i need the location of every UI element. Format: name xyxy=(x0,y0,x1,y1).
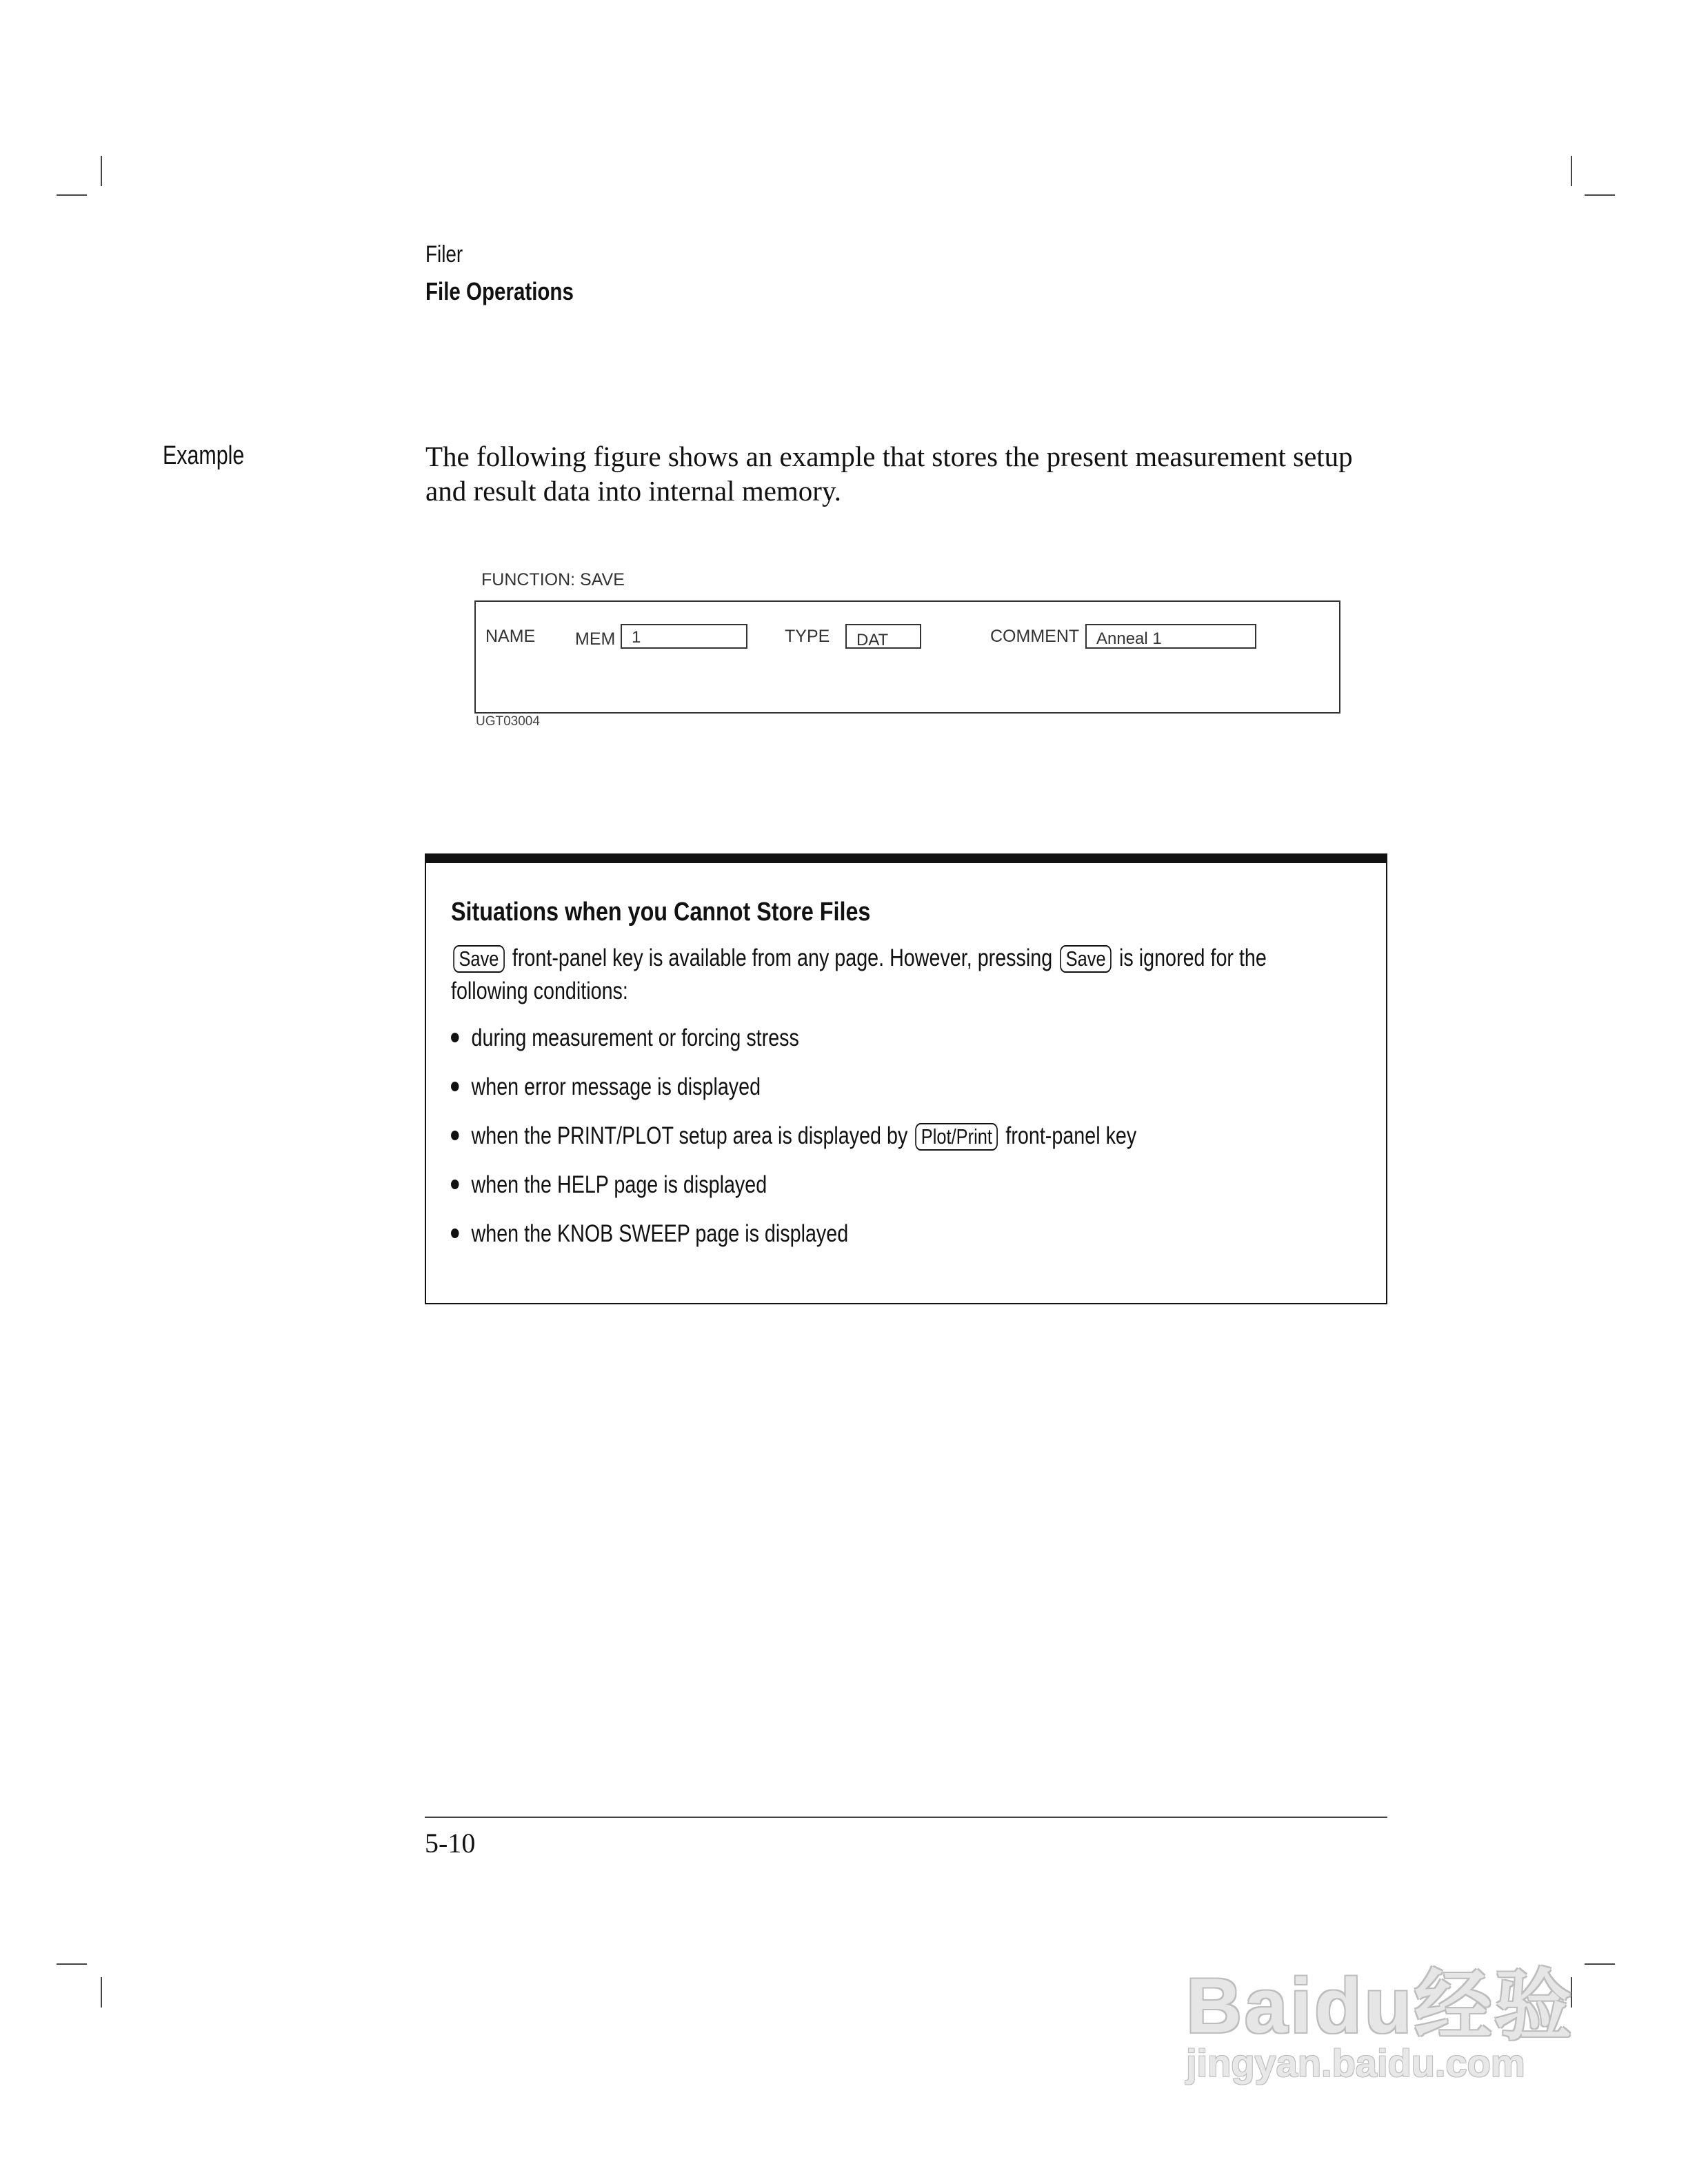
save-setup-figure xyxy=(474,600,1340,714)
baidu-watermark-url: jingyan.baidu.com xyxy=(1186,2041,1525,2085)
baidu-watermark-logo: Baidu经验 xyxy=(1186,1963,1575,2049)
bullet-icon xyxy=(451,1033,459,1042)
crop-mark xyxy=(1585,194,1615,196)
bullet-icon xyxy=(451,1180,459,1189)
conditions-list xyxy=(451,1023,1299,1268)
crop-mark xyxy=(1585,1963,1615,1965)
crop-mark xyxy=(1571,156,1572,186)
mem-field: 1 xyxy=(621,624,747,649)
list-item: when the KNOB SWEEP page is displayed xyxy=(451,1219,1299,1268)
save-key-icon: Save xyxy=(453,945,504,973)
bullet-icon xyxy=(451,1131,459,1140)
crop-mark xyxy=(101,156,102,186)
list-item: when the HELP page is displayed xyxy=(451,1170,1299,1219)
crop-mark xyxy=(57,1963,87,1965)
note-text-part2: is ignored for the following conditions: xyxy=(451,944,1267,1004)
crop-mark xyxy=(57,194,87,196)
save-key-icon: Save xyxy=(1060,945,1111,973)
comment-field: Anneal 1 xyxy=(1085,624,1256,649)
bullet-icon xyxy=(451,1228,459,1238)
note-text-part1: front-panel key is available from any page. However, pressing xyxy=(512,944,1053,971)
running-header-section: Filer xyxy=(425,241,463,267)
list-item: when the PRINT/PLOT setup area is displayed by Plot/Print front-panel key xyxy=(451,1121,1299,1170)
comment-label: COMMENT xyxy=(990,627,1080,646)
plot-print-key-icon: Plot/Print xyxy=(916,1123,998,1151)
bullet-icon xyxy=(451,1082,459,1091)
example-margin-label: Example xyxy=(163,441,245,470)
mem-label: MEM xyxy=(575,629,616,649)
list-item: when error message is displayed xyxy=(451,1072,1299,1121)
figure-id: UGT03004 xyxy=(476,714,540,729)
name-label: NAME xyxy=(485,627,536,646)
note-paragraph xyxy=(451,942,1299,1008)
note-title: Situations when you Cannot Store Files xyxy=(451,898,871,927)
example-paragraph: The following figure shows an example that stores the present measurement setup and result data into internal memory. xyxy=(425,441,1353,507)
footer-rule xyxy=(425,1817,1387,1818)
note-box xyxy=(425,853,1387,1304)
list-item: during measurement or forcing stress xyxy=(451,1023,1299,1072)
crop-mark xyxy=(101,1977,102,2008)
page-number: 5-10 xyxy=(425,1828,476,1859)
running-header-chapter: File Operations xyxy=(425,277,574,305)
type-label: TYPE xyxy=(785,627,830,646)
figure-title: FUNCTION: SAVE xyxy=(481,570,625,589)
type-field: DAT xyxy=(845,624,921,649)
